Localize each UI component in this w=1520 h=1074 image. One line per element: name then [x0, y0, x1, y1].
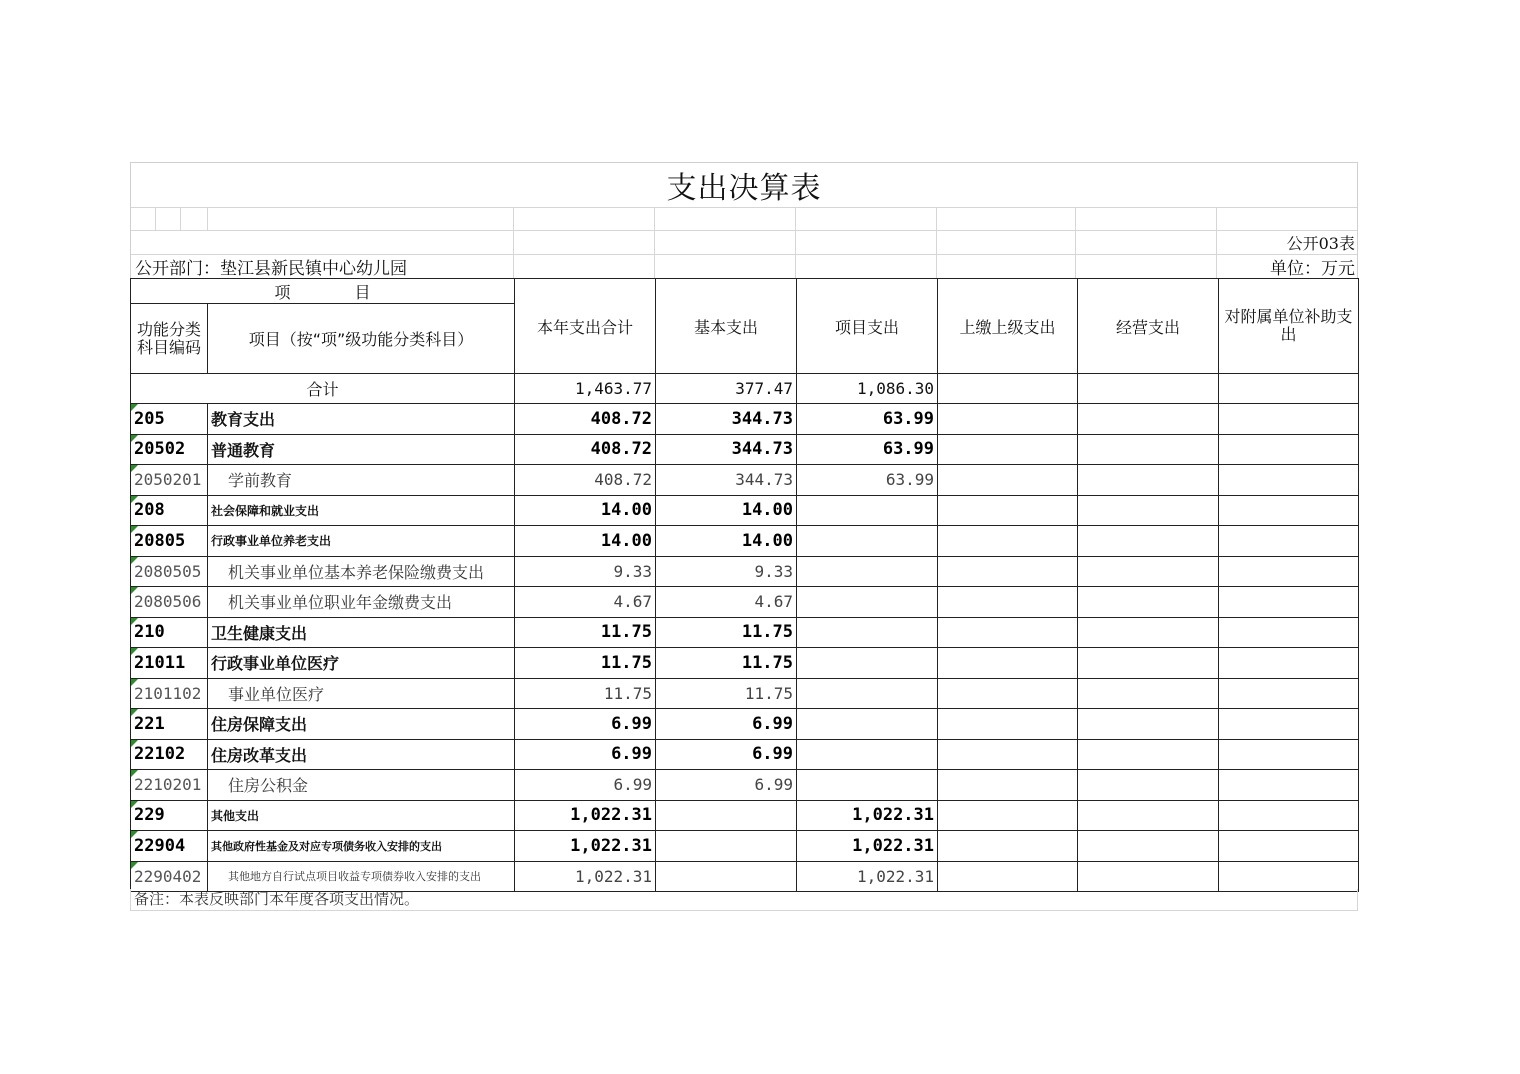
row-project: [797, 648, 938, 679]
header-area: [130, 162, 1358, 278]
row-upper: [938, 709, 1078, 740]
row-project: [797, 495, 938, 526]
row-upper: [938, 587, 1078, 618]
row-subsidiary: [1219, 404, 1359, 435]
row-basic: [656, 861, 797, 892]
row-project: [797, 556, 938, 587]
row-code: 2080506: [131, 587, 208, 618]
comment-marker-icon: [131, 618, 138, 625]
row-code: 20502: [131, 434, 208, 465]
table-number-row: [131, 231, 1357, 255]
row-business: [1078, 739, 1219, 770]
row-basic: 344.73: [656, 465, 797, 496]
row-upper: [938, 648, 1078, 679]
comment-marker-icon: [131, 709, 138, 716]
row-business: [1078, 587, 1219, 618]
department-label: 公开部门：垫江县新民镇中心幼儿园: [131, 255, 514, 278]
row-name: 机关事业单位职业年金缴费支出: [208, 587, 515, 618]
row-project: 1,022.31: [797, 861, 938, 892]
row-upper: [938, 465, 1078, 496]
row-upper: [938, 739, 1078, 770]
row-upper: [938, 434, 1078, 465]
row-business: [1078, 800, 1219, 831]
row-upper: [938, 617, 1078, 648]
row-total: 408.72: [515, 465, 656, 496]
row-basic: 14.00: [656, 526, 797, 557]
row-project: 63.99: [797, 404, 938, 435]
row-total: 11.75: [515, 617, 656, 648]
comment-marker-icon: [131, 587, 138, 594]
table-row: [131, 831, 1359, 862]
row-name: 行政事业单位养老支出: [208, 526, 515, 557]
row-project: [797, 587, 938, 618]
table-row: [131, 678, 1359, 709]
row-subsidiary: [1219, 800, 1359, 831]
table-row: [131, 617, 1359, 648]
row-business: [1078, 709, 1219, 740]
row-subsidiary: [1219, 678, 1359, 709]
row-business: [1078, 434, 1219, 465]
row-project: [797, 617, 938, 648]
row-total: 1,022.31: [515, 831, 656, 862]
row-project: [797, 709, 938, 740]
table-body: [131, 404, 1359, 892]
row-code: 20805: [131, 526, 208, 557]
row-name: 住房改革支出: [208, 739, 515, 770]
row-code: 21011: [131, 648, 208, 679]
row-project: 1,022.31: [797, 800, 938, 831]
row-upper: [938, 495, 1078, 526]
row-name: 住房保障支出: [208, 709, 515, 740]
unit-label: 单位：万元: [1269, 259, 1355, 278]
row-basic: 4.67: [656, 587, 797, 618]
row-business: [1078, 678, 1219, 709]
expenditure-table: [130, 278, 1359, 892]
row-upper: [938, 404, 1078, 435]
row-subsidiary: [1219, 495, 1359, 526]
row-code: 2290402: [131, 861, 208, 892]
row-business: [1078, 617, 1219, 648]
row-code: 229: [131, 800, 208, 831]
row-total: 4.67: [515, 587, 656, 618]
comment-marker-icon: [131, 740, 138, 747]
header-subsidiary: 对附属单位补助支出: [1219, 279, 1359, 374]
header-name: 项目（按“项”级功能分类科目）: [208, 304, 515, 374]
table-row: [131, 465, 1359, 496]
row-name: 事业单位医疗: [208, 678, 515, 709]
row-name: 社会保障和就业支出: [208, 495, 515, 526]
row-upper: [938, 556, 1078, 587]
row-total: 6.99: [515, 739, 656, 770]
row-project: 63.99: [797, 465, 938, 496]
row-code: 2050201: [131, 465, 208, 496]
row-code: 221: [131, 709, 208, 740]
row-project: [797, 526, 938, 557]
comment-marker-icon: [131, 801, 138, 808]
row-total: 6.99: [515, 709, 656, 740]
row-upper: [938, 861, 1078, 892]
row-total: 14.00: [515, 526, 656, 557]
row-subsidiary: [1219, 526, 1359, 557]
row-business: [1078, 404, 1219, 435]
row-subsidiary: [1219, 861, 1359, 892]
table-row: [131, 526, 1359, 557]
row-basic: 344.73: [656, 434, 797, 465]
row-name: 行政事业单位医疗: [208, 648, 515, 679]
row-basic: [656, 800, 797, 831]
row-business: [1078, 831, 1219, 862]
row-total: 11.75: [515, 678, 656, 709]
comment-marker-icon: [131, 404, 138, 411]
row-total: 6.99: [515, 770, 656, 801]
row-upper: [938, 800, 1078, 831]
row-subsidiary: [1219, 831, 1359, 862]
blank-row: [131, 208, 1357, 231]
summary-row: [131, 374, 1359, 404]
row-project: [797, 739, 938, 770]
summary-total: 1,463.77: [515, 374, 656, 404]
row-upper: [938, 526, 1078, 557]
row-subsidiary: [1219, 434, 1359, 465]
row-total: 9.33: [515, 556, 656, 587]
row-project: 1,022.31: [797, 831, 938, 862]
comment-marker-icon: [131, 557, 138, 564]
row-total: 408.72: [515, 434, 656, 465]
row-business: [1078, 648, 1219, 679]
table-row: [131, 556, 1359, 587]
table-row: [131, 861, 1359, 892]
row-subsidiary: [1219, 617, 1359, 648]
row-subsidiary: [1219, 739, 1359, 770]
row-business: [1078, 556, 1219, 587]
row-code: 2101102: [131, 678, 208, 709]
page-title: 支出决算表: [131, 163, 1357, 208]
summary-label: 合计: [131, 374, 515, 404]
row-name: 其他地方自行试点项目收益专项债券收入安排的支出: [208, 861, 515, 892]
comment-marker-icon: [131, 831, 138, 838]
row-basic: [656, 831, 797, 862]
header-total: 本年支出合计: [515, 279, 656, 374]
row-total: 14.00: [515, 495, 656, 526]
row-name: 机关事业单位基本养老保险缴费支出: [208, 556, 515, 587]
row-upper: [938, 770, 1078, 801]
row-basic: 11.75: [656, 617, 797, 648]
row-basic: 344.73: [656, 404, 797, 435]
row-business: [1078, 495, 1219, 526]
row-total: 408.72: [515, 404, 656, 435]
header-project-expense: 项目支出: [797, 279, 938, 374]
comment-marker-icon: [131, 496, 138, 503]
comment-marker-icon: [131, 435, 138, 442]
comment-marker-icon: [131, 465, 138, 472]
row-basic: 14.00: [656, 495, 797, 526]
summary-project: 1,086.30: [797, 374, 938, 404]
row-subsidiary: [1219, 709, 1359, 740]
row-project: [797, 678, 938, 709]
row-basic: 9.33: [656, 556, 797, 587]
row-subsidiary: [1219, 648, 1359, 679]
table-row: [131, 648, 1359, 679]
row-subsidiary: [1219, 770, 1359, 801]
row-business: [1078, 465, 1219, 496]
row-name: 学前教育: [208, 465, 515, 496]
table-row: [131, 739, 1359, 770]
row-code: 210: [131, 617, 208, 648]
table-row: [131, 770, 1359, 801]
header-upper: 上缴上级支出: [938, 279, 1078, 374]
row-basic: 11.75: [656, 648, 797, 679]
row-total: 1,022.31: [515, 861, 656, 892]
table-row: [131, 434, 1359, 465]
footnote: 备注：本表反映部门本年度各项支出情况。: [130, 889, 1358, 911]
row-business: [1078, 770, 1219, 801]
header-business: 经营支出: [1078, 279, 1219, 374]
row-basic: 6.99: [656, 709, 797, 740]
table-row: [131, 404, 1359, 435]
comment-marker-icon: [131, 862, 138, 869]
header-code: 功能分类科目编码: [131, 304, 208, 374]
row-business: [1078, 861, 1219, 892]
spreadsheet-sheet: [130, 162, 1358, 892]
table-number: 公开03表: [1286, 234, 1355, 253]
table-row: [131, 495, 1359, 526]
row-code: 22102: [131, 739, 208, 770]
row-name: 教育支出: [208, 404, 515, 435]
table-row: [131, 800, 1359, 831]
comment-marker-icon: [131, 770, 138, 777]
row-project: [797, 770, 938, 801]
row-subsidiary: [1219, 587, 1359, 618]
row-basic: 11.75: [656, 678, 797, 709]
row-name: 普通教育: [208, 434, 515, 465]
summary-basic: 377.47: [656, 374, 797, 404]
row-subsidiary: [1219, 465, 1359, 496]
row-upper: [938, 831, 1078, 862]
row-name: 其他支出: [208, 800, 515, 831]
header-basic: 基本支出: [656, 279, 797, 374]
header-project: 项 目: [131, 279, 515, 304]
comment-marker-icon: [131, 679, 138, 686]
row-total: 1,022.31: [515, 800, 656, 831]
row-name: 卫生健康支出: [208, 617, 515, 648]
table-row: [131, 709, 1359, 740]
row-project: 63.99: [797, 434, 938, 465]
row-total: 11.75: [515, 648, 656, 679]
row-code: 208: [131, 495, 208, 526]
row-subsidiary: [1219, 556, 1359, 587]
row-business: [1078, 526, 1219, 557]
table-row: [131, 587, 1359, 618]
row-upper: [938, 678, 1078, 709]
row-name: 住房公积金: [208, 770, 515, 801]
comment-marker-icon: [131, 648, 138, 655]
row-code: 22904: [131, 831, 208, 862]
row-basic: 6.99: [656, 739, 797, 770]
row-name: 其他政府性基金及对应专项债务收入安排的支出: [208, 831, 515, 862]
row-basic: 6.99: [656, 770, 797, 801]
row-code: 205: [131, 404, 208, 435]
row-code: 2210201: [131, 770, 208, 801]
row-code: 2080505: [131, 556, 208, 587]
department-row: [131, 255, 1357, 278]
comment-marker-icon: [131, 526, 138, 533]
